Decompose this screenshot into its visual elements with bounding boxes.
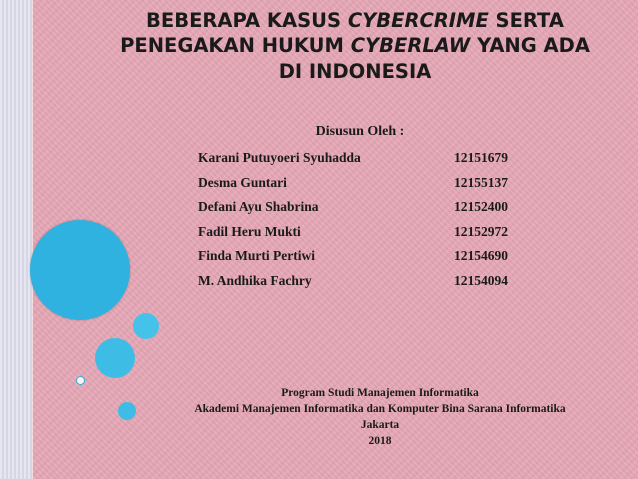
- member-nim: 12154690: [454, 248, 508, 263]
- member-name: Finda Murti Pertiwi: [198, 248, 315, 263]
- member-row: [198, 224, 558, 244]
- member-name: Defani Ayu Shabrina: [198, 199, 319, 214]
- decorative-circle-small: [133, 313, 159, 339]
- member-nim: 12152972: [454, 224, 508, 239]
- vertical-divider-line: [32, 0, 33, 479]
- member-name: Desma Guntari: [198, 175, 287, 190]
- footer-city: Jakarta: [360, 419, 400, 431]
- decorative-circle-medium: [95, 338, 135, 378]
- decorative-circle-dot: [76, 376, 85, 385]
- member-row: [198, 273, 558, 293]
- title-cyberlaw-word: CYBERLAW: [350, 34, 471, 58]
- title-line2-text: PENEGAKAN HUKUM: [120, 34, 351, 58]
- member-nim: 12151679: [454, 150, 508, 165]
- footer-year: 2018: [368, 435, 392, 447]
- member-row: [198, 199, 558, 219]
- footer-program: Program Studi Manajemen Informatika: [281, 387, 479, 399]
- decorative-circle-tiny: [118, 402, 136, 420]
- member-nim: 12154094: [454, 273, 508, 288]
- footer-academy: Akademi Manajemen Informatika dan Komputer Bina Sarana Informatika: [194, 403, 566, 415]
- title-line1-text: BEBERAPA KASUS: [146, 9, 348, 32]
- slide-title: [110, 8, 600, 84]
- title-line1-end: SERTA: [488, 9, 564, 32]
- member-name: M. Andhika Fachry: [198, 273, 312, 288]
- member-row: [198, 175, 558, 195]
- title-line2-end: YANG ADA: [470, 34, 590, 58]
- authors-heading: Disusun Oleh :: [315, 124, 405, 139]
- title-line3-text: DI INDONESIA: [278, 59, 432, 83]
- member-nim: 12155137: [454, 175, 508, 190]
- member-row: [198, 248, 558, 268]
- title-cybercrime-word: CYBERCRIME: [347, 9, 489, 32]
- member-nim: 12152400: [454, 199, 508, 214]
- member-name: Fadil Heru Mukti: [198, 224, 301, 239]
- left-decorative-strip: [0, 0, 32, 479]
- member-row: [198, 150, 558, 170]
- decorative-circle-large: [30, 220, 130, 320]
- member-name: Karani Putuyoeri Syuhadda: [198, 150, 361, 165]
